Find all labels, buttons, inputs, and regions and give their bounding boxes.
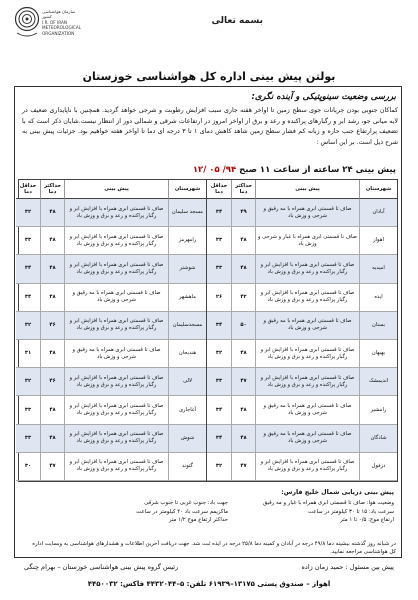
table-row — [207, 396, 397, 424]
forecast-cell: صاف تا قسمتی ابری همراه با غبار و شرجی و وزش باد — [255, 227, 359, 255]
forecast-cell: صاف تا قسمتی ابری همراه با افزایش ابر و رگبار پراکنده و رعد و برق و وزش باد — [64, 199, 168, 227]
signature-row — [24, 563, 394, 575]
forecast-cell: صاف تا قسمتی ابری همراه با افزایش ابر و رگبار پراکنده و رعد و برق و وزش باد — [255, 453, 359, 481]
max-temp-cell: ۴۸ — [40, 284, 64, 312]
city-cell: شوشتر — [168, 255, 206, 283]
forecast-cell: صاف تا قسمتی ابری همراه با مه رقیق و شرجی و وزش باد — [255, 199, 359, 227]
min-temp-cell: ۳۴ — [16, 284, 40, 312]
forecast-cell: صاف تا قسمتی ابری همراه با مه رقیق و شرجی و وزش باد — [255, 425, 359, 453]
forecast-table-left — [16, 180, 207, 481]
city-cell: گتوند — [168, 453, 206, 481]
max-temp-cell: ۴۷ — [231, 453, 255, 481]
max-temp-cell: ۴۸ — [231, 340, 255, 368]
table-header-row — [207, 180, 397, 199]
table-row — [16, 368, 206, 396]
past-day-summary: در شبانه روز گذشته بیشینه دما ۴۹/۸ درجه در آبادان و کمینه دما ۲۵/۸ درجه در ایذه ثبت شد. جهت دریافت آخرین اطلاعات و هشدارهای هواشناسی به وبسایت اداره کل هواشناسی مراجعه نمایید. — [32, 541, 396, 555]
forecast-cell: صاف تا قسمتی ابری همراه با مه رقیق و شرجی و وزش باد — [64, 340, 168, 368]
min-temp-cell: ۳۲ — [16, 199, 40, 227]
header-forecast: پیش بینی — [64, 180, 168, 199]
city-cell: هندیجان — [168, 340, 206, 368]
forecast-cell: صاف تا قسمتی ابری همراه با افزایش ابر و رگبار پراکنده و رعد و برق و وزش باد — [255, 368, 359, 396]
group-head-name: رئیس گروه پیش بینی هواشناسی خوزستان – بهرام چنگی — [24, 563, 179, 571]
min-temp-cell: ۲۶ — [207, 284, 231, 312]
forecast-title — [193, 165, 396, 175]
table-row — [207, 284, 397, 312]
table-row — [207, 199, 397, 227]
table-row — [16, 284, 206, 312]
max-temp-cell: ۴۸ — [231, 396, 255, 424]
min-temp-cell: ۳۰ — [16, 453, 40, 481]
min-temp-cell: ۳۲ — [207, 453, 231, 481]
forecast-cell: صاف تا قسمتی ابری همراه با مه رقیق و شرجی و وزش باد — [255, 312, 359, 340]
min-temp-cell: ۳۴ — [16, 255, 40, 283]
forecast-cell: صاف تا قسمتی ابری همراه با افزایش ابر و رگبار پراکنده و رعد و برق و وزش باد — [64, 227, 168, 255]
max-temp-cell: ۴۸ — [40, 199, 64, 227]
forecast-cell: صاف تا قسمتی ابری همراه با افزایش ابر و رگبار پراکنده و رعد و برق و وزش باد — [255, 284, 359, 312]
marine-line: ارتفاع موج: ۰/۵ تا ۱ متر — [340, 517, 394, 524]
synoptic-text: کماکان جنوبی بودن جریانات جوی سطح زمین تا اواخر هفته جاری سبب افزایش رطوبت و شرجی خواهد گردید. همچنین با ناپایداری ضعیف در لایه میانی جو، رشد ابر و رگبارهای پراکنده و رعد و برق از اواخر امروز در ارتفاعات شرقی و شمالی دور از انتظار نیست.شایان ذکر است که با تضعیف پرارتفاع جنب حاره و زبانه کم فشار سطح زمین شاهد کاهش دمای ۱ تا ۳ درجه ای دما تا اواخر هفته خواهیم بود. جزئیات پیش بینی به شرح ذیل است. بر این اساس : — [22, 107, 398, 146]
min-temp-cell: ۳۳ — [207, 227, 231, 255]
city-cell: آغاجاری — [168, 396, 206, 424]
marine-line: وضعیت هوا: صاف تا قسمتی ابری همراه با غبار و مه رقیق — [262, 500, 394, 506]
forecast-cell: صاف تا قسمتی ابری همراه با مه رقیق و شرجی و وزش باد — [64, 284, 168, 312]
min-temp-cell: ۳۳ — [207, 255, 231, 283]
table-row — [16, 199, 206, 227]
city-cell: بستان — [359, 312, 397, 340]
header-forecast: پیش بینی — [255, 180, 359, 199]
min-temp-cell: ۳۳ — [16, 425, 40, 453]
table-row — [16, 255, 206, 283]
max-temp-cell: ۴۹ — [231, 199, 255, 227]
max-temp-cell: ۴۸ — [40, 396, 64, 424]
marine-title: پیش بینی دریایی شمال خلیج فارس: — [281, 489, 394, 496]
header-max: حداکثر دما — [231, 180, 255, 199]
header-city: شهرستان — [359, 180, 397, 199]
forecast-cell: صاف تا قسمتی ابری همراه با افزایش ابر و رگبار پراکنده و رعد و برق و وزش باد — [64, 396, 168, 424]
forecast-cell: صاف تا قسمتی ابری همراه با افزایش ابر و رگبار پراکنده و رعد و برق و وزش باد — [255, 255, 359, 283]
header-city: شهرستان — [168, 180, 206, 199]
table-row — [207, 453, 397, 481]
table-row — [207, 312, 397, 340]
forecast-date: ۹۴/ ۰۵ /۱۲ — [192, 165, 237, 175]
min-temp-cell: ۳۴ — [207, 312, 231, 340]
basmala: بسمه تعالی — [211, 16, 263, 26]
table-row — [207, 227, 397, 255]
max-temp-cell: ۴۶ — [40, 368, 64, 396]
header-min: حداقل دما — [16, 180, 40, 199]
forecast-cell: صاف تا قسمتی ابری همراه با افزایش ابر و رگبار پراکنده و رعد و برق و وزش باد — [64, 312, 168, 340]
forecast-cell: صاف تا قسمتی ابری همراه با افزایش ابر و رگبار پراکنده و رعد و برق و وزش باد — [64, 255, 168, 283]
city-cell: شوش — [168, 425, 206, 453]
min-temp-cell: ۳۴ — [207, 396, 231, 424]
marine-line: جهت باد: جنوب غربی تا جنوب شرقی — [144, 500, 228, 506]
max-temp-cell: ۴۸ — [40, 255, 64, 283]
min-temp-cell: ۳۲ — [16, 312, 40, 340]
logo-emblem-icon — [14, 6, 40, 40]
min-temp-cell: ۳۴ — [207, 425, 231, 453]
table-header-row — [16, 180, 206, 199]
marine-line: حداکثر ارتفاع موج ۱/۲ متر — [168, 517, 228, 524]
min-temp-cell: ۳۲ — [207, 340, 231, 368]
city-cell: اهواز — [359, 227, 397, 255]
bulletin-title: بولتن پیش بینی اداره کل هواشناسی خوزستان — [82, 70, 336, 83]
min-temp-cell: ۳۱ — [16, 340, 40, 368]
max-temp-cell: ۴۸ — [40, 425, 64, 453]
city-cell: اندیمشک — [359, 368, 397, 396]
max-temp-cell: ۵۰ — [231, 312, 255, 340]
marine-forecast — [18, 488, 398, 538]
city-cell: مسجدسلیمان — [168, 312, 206, 340]
logo-text: سازمان هواشناسی کشور I.R. OF IRAN METEOROLOGICAL ORGANIZATION — [42, 9, 82, 36]
max-temp-cell: ۴۲ — [231, 284, 255, 312]
min-temp-cell: ۳۲ — [16, 368, 40, 396]
city-cell: دزفول — [359, 453, 397, 481]
forecast-cell: صاف تا قسمتی ابری همراه با افزایش ابر و رگبار پراکنده و رعد و برق و وزش باد — [64, 368, 168, 396]
table-row — [16, 453, 206, 481]
forecast-table-right — [207, 180, 397, 481]
forecast-cell: صاف تا قسمتی ابری همراه با افزایش ابر و رگبار پراکنده و رعد و برق و وزش باد — [255, 340, 359, 368]
forecaster-name: پیش بین مسئول : حمید زمان زاده — [301, 563, 394, 571]
city-cell: رامشیر — [359, 396, 397, 424]
table-row — [207, 255, 397, 283]
max-temp-cell: ۴۸ — [231, 255, 255, 283]
city-cell: شادگان — [359, 425, 397, 453]
table-row — [207, 425, 397, 453]
marine-line: ماکزیمم سرعت باد ۴۰ کیلومتر در ساعت — [136, 508, 228, 515]
min-temp-cell: ۳۳ — [16, 227, 40, 255]
contact-footer: اهواز – صندوق پستی ۱۳۱۷۵–۶۱۹۳۹ تلفن: ۵–۴۴۳۲۰۴۴ فاکس: ۴۴۵۰۰۳۲ — [87, 580, 331, 588]
min-temp-cell: ۳۳ — [207, 368, 231, 396]
table-row — [16, 340, 206, 368]
table-row — [16, 396, 206, 424]
table-row — [16, 227, 206, 255]
table-row — [16, 312, 206, 340]
city-cell: ماهشهر — [168, 284, 206, 312]
min-temp-cell: ۳۳ — [16, 396, 40, 424]
city-cell: رامهرمز — [168, 227, 206, 255]
max-temp-cell: ۴۸ — [231, 425, 255, 453]
table-row — [207, 340, 397, 368]
marine-line: سرعت باد: ۱۵ تا ۳۰ کیلومتر در ساعت — [307, 508, 394, 515]
max-temp-cell: ۴۸ — [40, 227, 64, 255]
table-row — [207, 368, 397, 396]
max-temp-cell: ۴۸ — [231, 227, 255, 255]
forecast-cell: صاف تا قسمتی ابری همراه با افزایش ابر و رگبار پراکنده و رعد و برق و وزش باد — [64, 425, 168, 453]
forecast-cell: صاف تا قسمتی ابری همراه با مه رقیق و شرجی و وزش باد — [255, 396, 359, 424]
max-temp-cell: ۴۶ — [40, 312, 64, 340]
meteorological-organization-logo — [14, 6, 82, 48]
table-row — [16, 425, 206, 453]
city-cell: لالی — [168, 368, 206, 396]
synoptic-title: بررسی وضعیت سینوپتیکی و آینده نگری: — [251, 92, 396, 102]
max-temp-cell: ۴۷ — [40, 453, 64, 481]
max-temp-cell: ۴۸ — [40, 340, 64, 368]
forecast-cell: صاف تا قسمتی ابری همراه با افزایش ابر و رگبار پراکنده و رعد و برق و وزش باد — [64, 453, 168, 481]
marine-details-right — [204, 499, 394, 525]
city-cell: امیدیه — [359, 255, 397, 283]
header-max: حداکثر دما — [40, 180, 64, 199]
city-cell: مسجد سلیمان — [168, 199, 206, 227]
city-cell: ایذه — [359, 284, 397, 312]
city-cell: بهبهان — [359, 340, 397, 368]
forecast-table — [18, 179, 398, 482]
marine-details-left — [78, 499, 228, 525]
header-min: حداقل دما — [207, 180, 231, 199]
max-temp-cell: ۴۷ — [231, 368, 255, 396]
forecast-title-prefix: پیش بینی ۲۴ ساعته از ساعت ۱۱ صبح — [239, 165, 396, 175]
min-temp-cell: ۳۴ — [207, 199, 231, 227]
city-cell: آبادان — [359, 199, 397, 227]
